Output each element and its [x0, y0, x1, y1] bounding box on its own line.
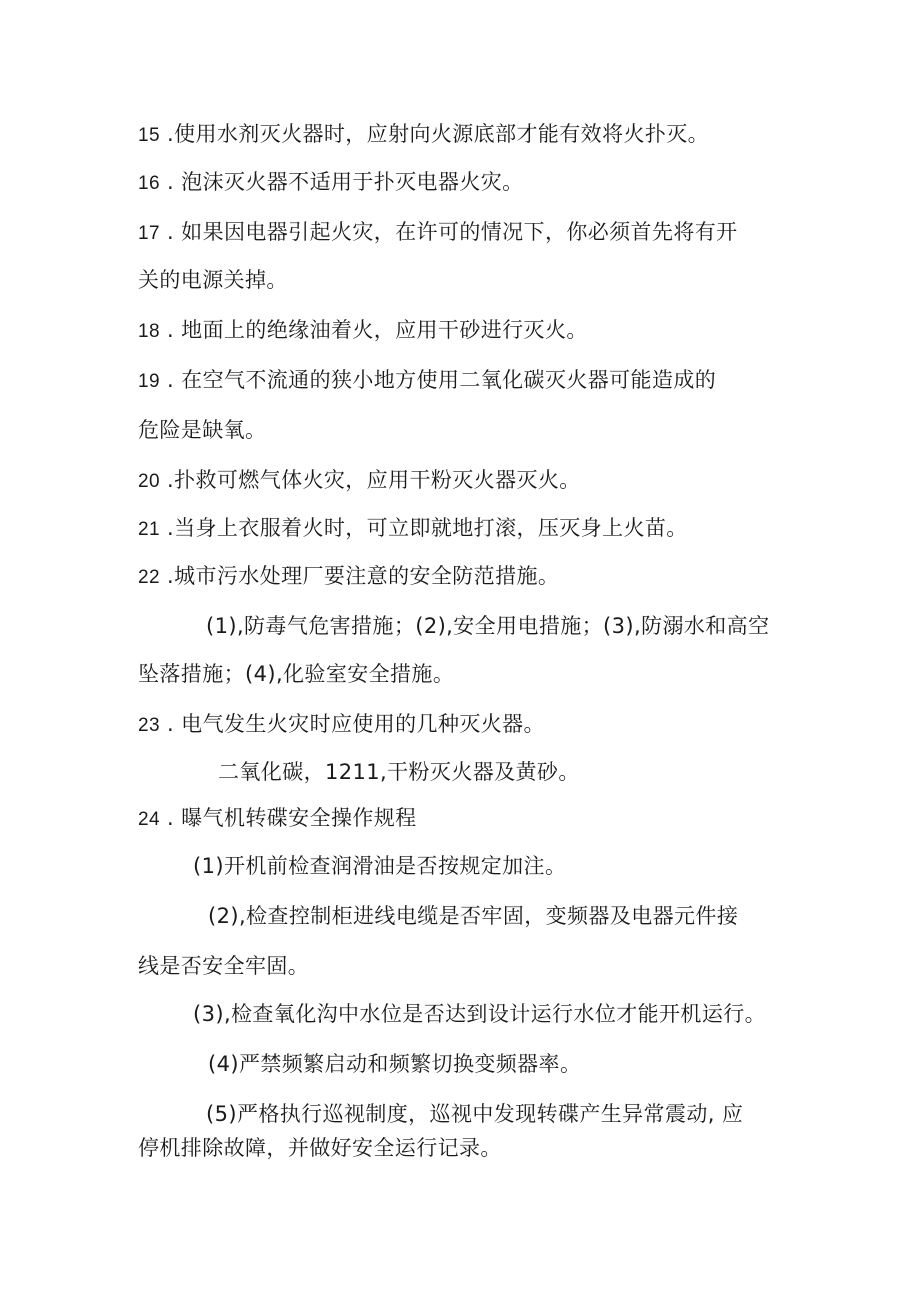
item-number: 21 [138, 519, 160, 540]
item-23-detail [218, 758, 580, 786]
item-24-step-5-continuation [138, 1134, 502, 1162]
item-text: (1)开机前检查润滑油是否按规定加注。 [193, 854, 567, 878]
item-22 [138, 562, 559, 592]
item-text: (1),防毒气危害措施；(2),安全用电措施；(3),防溺水和高空 [206, 614, 770, 638]
item-19-continuation [138, 416, 266, 444]
item-text: 线是否安全牢固。 [138, 954, 310, 978]
item-15 [138, 120, 709, 150]
item-17-continuation [138, 266, 288, 294]
item-22-detail [206, 612, 769, 640]
item-number: 19 [138, 371, 160, 392]
item-24-step-3 [193, 1000, 766, 1028]
item-text: 坠落措施；(4),化验室安全措施。 [138, 662, 455, 686]
item-number: 16 [138, 173, 160, 194]
item-text: 二氧化碳，1211,干粉灭火器及黄砂。 [218, 760, 580, 784]
item-text: . 电气发生火灾时应使用的几种灭火器。 [159, 712, 545, 736]
item-19 [138, 366, 716, 396]
item-text: . 泡沫灭火器不适用于扑灭电器火灾。 [159, 170, 524, 194]
item-number: 17 [138, 223, 160, 244]
item-21 [138, 514, 688, 544]
item-text: (2),检查控制柜进线电缆是否牢固，变频器及电器元件接 [208, 904, 739, 928]
item-24-step-2-continuation [138, 952, 309, 980]
item-text: .当身上衣服着火时，可立即就地打滚，压灭身上火苗。 [159, 516, 688, 540]
item-24-step-4 [208, 1050, 581, 1078]
item-17 [138, 218, 738, 248]
item-text: . 在空气不流通的狭小地方使用二氧化碳灭火器可能造成的 [159, 368, 717, 392]
item-18 [138, 316, 588, 346]
item-text: (5)严格执行巡视制度，巡视中发现转碟产生异常震动, 应 [206, 1102, 744, 1126]
item-text: 停机排除故障，并做好安全运行记录。 [138, 1136, 502, 1160]
item-number: 20 [138, 471, 160, 492]
item-23 [138, 710, 545, 740]
item-24-step-2 [208, 902, 738, 930]
item-text: .城市污水处理厂要注意的安全防范措施。 [159, 564, 560, 588]
item-text: (4)严禁频繁启动和频繁切换变频器率。 [208, 1052, 582, 1076]
item-text: . 地面上的绝缘油着火，应用干砂进行灭火。 [159, 318, 588, 342]
item-text: . 如果因电器引起火灾，在许可的情况下，你必须首先将有开 [159, 220, 738, 244]
item-16 [138, 168, 524, 198]
item-text: 关的电源关掉。 [138, 268, 288, 292]
item-24-step-1 [193, 852, 566, 880]
item-number: 23 [138, 715, 160, 736]
item-20 [138, 466, 581, 496]
item-24 [138, 804, 417, 834]
item-text: . 曝气机转碟安全操作规程 [159, 806, 417, 830]
item-text: (3),检查氧化沟中水位是否达到设计运行水位才能开机运行。 [193, 1002, 767, 1026]
item-text: .使用水剂灭火器时，应射向火源底部才能有效将火扑灭。 [159, 122, 710, 146]
item-text: .扑救可燃气体火灾，应用干粉灭火器灭火。 [159, 468, 581, 492]
item-text: 危险是缺氧。 [138, 418, 267, 442]
item-number: 15 [138, 125, 160, 146]
item-number: 18 [138, 321, 160, 342]
item-number: 22 [138, 567, 160, 588]
item-22-continuation [138, 660, 454, 688]
item-24-step-5 [206, 1100, 743, 1128]
item-number: 24 [138, 809, 160, 830]
